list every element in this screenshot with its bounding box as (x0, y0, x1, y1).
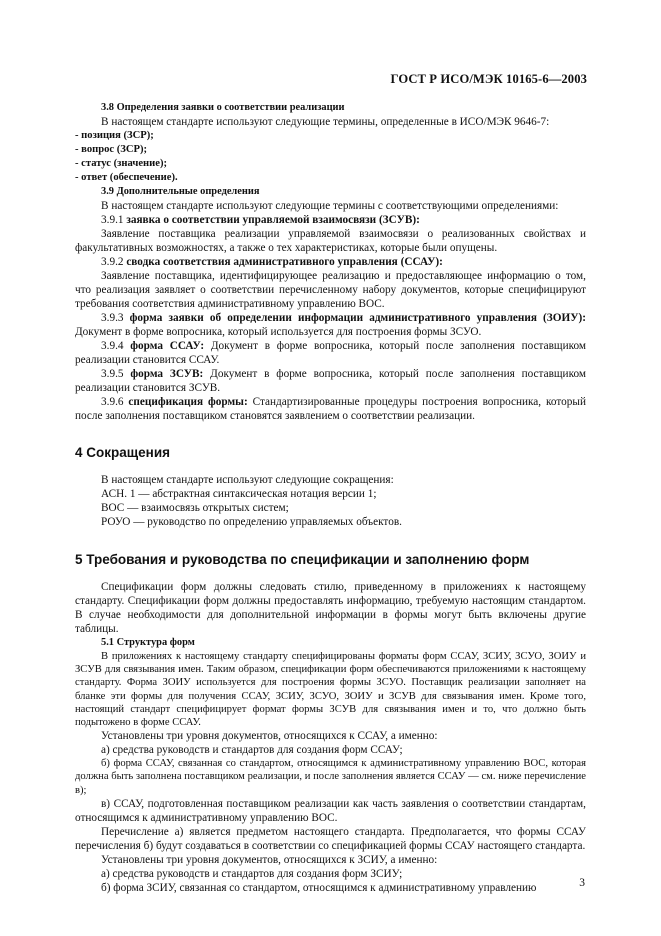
list-item: РОУО — руководство по определению управляемых объектов. (101, 516, 402, 528)
term-3-9-1 (75, 213, 586, 227)
term-name: сводка соответствия административного управления (ССАУ): (126, 256, 443, 268)
section-5-1-paragraph: В приложениях к настоящему стандарту специфицированы форматы форм ССАУ, ЗСИУ, ЗСУО, ЗОИУ и ЗСУВ для связывания имен. Таким образом, спецификации форм обеспечиваются приложениями к настоящему стандарту. Форма ЗОИУ используется для построения формы ЗСУО. Поставщик реализации заполняет на бланке эти формы для получения ССАУ, ЗСИУ, ЗСУО, ЗОИУ и ЗСУВ для связывания имен. Кроме того, настоящий стандарт специфицирует формат формы ЗСУВ для связывания имен и то, что должно быть подытожено в форме ССАУ. (75, 651, 586, 729)
section-3-9-heading: 3.9 Дополнительные определения (101, 186, 260, 197)
section-5-1-paragraph: Перечисление а) является предметом настоящего стандарта. Предполагается, что формы ССАУ перечисления б) будут создаваться в соответствии со спецификацией формы ССАУ настоящего стандарта. (75, 825, 586, 852)
section-5-1-paragraph: Установлены три уровня документов, относящихся к ССАУ, а именно: (101, 730, 438, 743)
term-3-9-3 (75, 311, 586, 339)
list-item: б) форма ЗСИУ, связанная со стандартом, относящимся к административному управлению (101, 881, 537, 894)
section-3-8-intro: В настоящем стандарте используют следующие термины, определенные в ИСО/МЭК 9646-7: (101, 116, 550, 128)
section-5-1-heading: 5.1 Структура форм (101, 637, 195, 648)
section-5-paragraph: Спецификации форм должны следовать стилю, приведенному в приложениях к настоящему стандарту. Спецификации форм должны предоставлять информацию, требуемую настоящим стандартом. В случае необходимости для дополнительной информации в формы могут быть включены другие таблицы. (75, 581, 586, 635)
term-3-9-2 (75, 255, 586, 269)
term-number: 3.9.3 (101, 312, 124, 324)
page-content (75, 101, 586, 895)
term-name: спецификация формы: (128, 396, 248, 408)
term-number: 3.9.5 (101, 368, 124, 380)
term-name: форма заявки об определении информации административного управления (ЗОИУ): (129, 312, 586, 324)
term-definition: Стандартизированные процедуры построения вопросника, который после заполнения поставщиком становятся заявлением о соответствии реализации. (75, 396, 586, 422)
list-item: АСН. 1 — абстрактная синтаксическая нотация версии 1; (101, 488, 377, 500)
term-definition: Заявление поставщика реализации управляемой взаимосвязи о реализованных свойствах и факультативных возможностях, а также о тех характеристиках, которые были опущены. (75, 228, 586, 254)
term-definition: Заявление поставщика, идентифицирующее реализацию и предоставляющее информацию о том, что реализация заявляет о соответствии перечисленному набору документов, которые специфицируют требования соответствия административному управлению ВОС. (75, 270, 586, 310)
term-name: форма ЗСУВ: (130, 368, 204, 380)
term-name: заявка о соответствии управляемой взаимосвязи (ЗСУВ): (126, 214, 420, 226)
list-item: а) средства руководств и стандартов для создания форм ЗСИУ; (101, 867, 403, 880)
term-number: 3.9.4 (101, 340, 124, 352)
list-item: - статус (значение); (75, 158, 168, 169)
section-4-intro: В настоящем стандарте используют следующие сокращения: (101, 474, 394, 486)
list-item: а) средства руководств и стандартов для создания форм ССАУ; (101, 744, 403, 757)
term-number: 3.9.2 (101, 256, 124, 268)
section-5-1-paragraph: Установлены три уровня документов, относящихся к ЗСИУ, а именно: (101, 853, 438, 866)
term-number: 3.9.1 (101, 214, 124, 226)
term-definition: Документ в форме вопросника, который после заполнения поставщиком реализации становится ЗСУВ. (75, 368, 586, 394)
term-3-9-4 (75, 339, 586, 367)
term-number: 3.9.6 (101, 396, 124, 408)
term-3-9-6 (75, 395, 586, 423)
list-item: - вопрос (ЗСР); (75, 144, 148, 155)
list-item: - позиция (ЗСР); (75, 130, 154, 141)
list-item: - ответ (обеспечение). (75, 172, 178, 183)
term-3-9-5 (75, 367, 586, 395)
page-number: 3 (579, 877, 585, 889)
standard-header: ГОСТ Р ИСО/МЭК 10165-6—2003 (390, 72, 587, 86)
section-5-title: 5 Требования и руководства по спецификации и заполнению форм (75, 552, 530, 567)
list-item: б) форма ССАУ, связанная со стандартом, относящимся к административному управлению ВОС, которая должна быть заполнена поставщиком реализации, и после заполнения является ССАУ — см. ниже перечисление в); (75, 758, 586, 796)
section-3-8-heading: 3.8 Определения заявки о соответствии реализации (101, 102, 345, 113)
section-3-9-intro: В настоящем стандарте используют следующие термины с соответствующими определениями: (101, 200, 559, 212)
list-item: в) ССАУ, подготовленная поставщиком реализации как часть заявления о соответствии стандартам, относящимся к административному управлению ВОС. (75, 797, 586, 824)
term-name: форма ССАУ: (130, 340, 205, 352)
term-definition: Документ в форме вопросника, который после заполнения поставщиком реализации становится ССАУ. (75, 340, 587, 366)
section-4-title: 4 Сокращения (75, 445, 170, 460)
term-definition: Документ в форме вопросника, который используется для построения формы ЗСУО. (75, 326, 482, 338)
list-item: ВОС — взаимосвязь открытых систем; (101, 502, 289, 514)
